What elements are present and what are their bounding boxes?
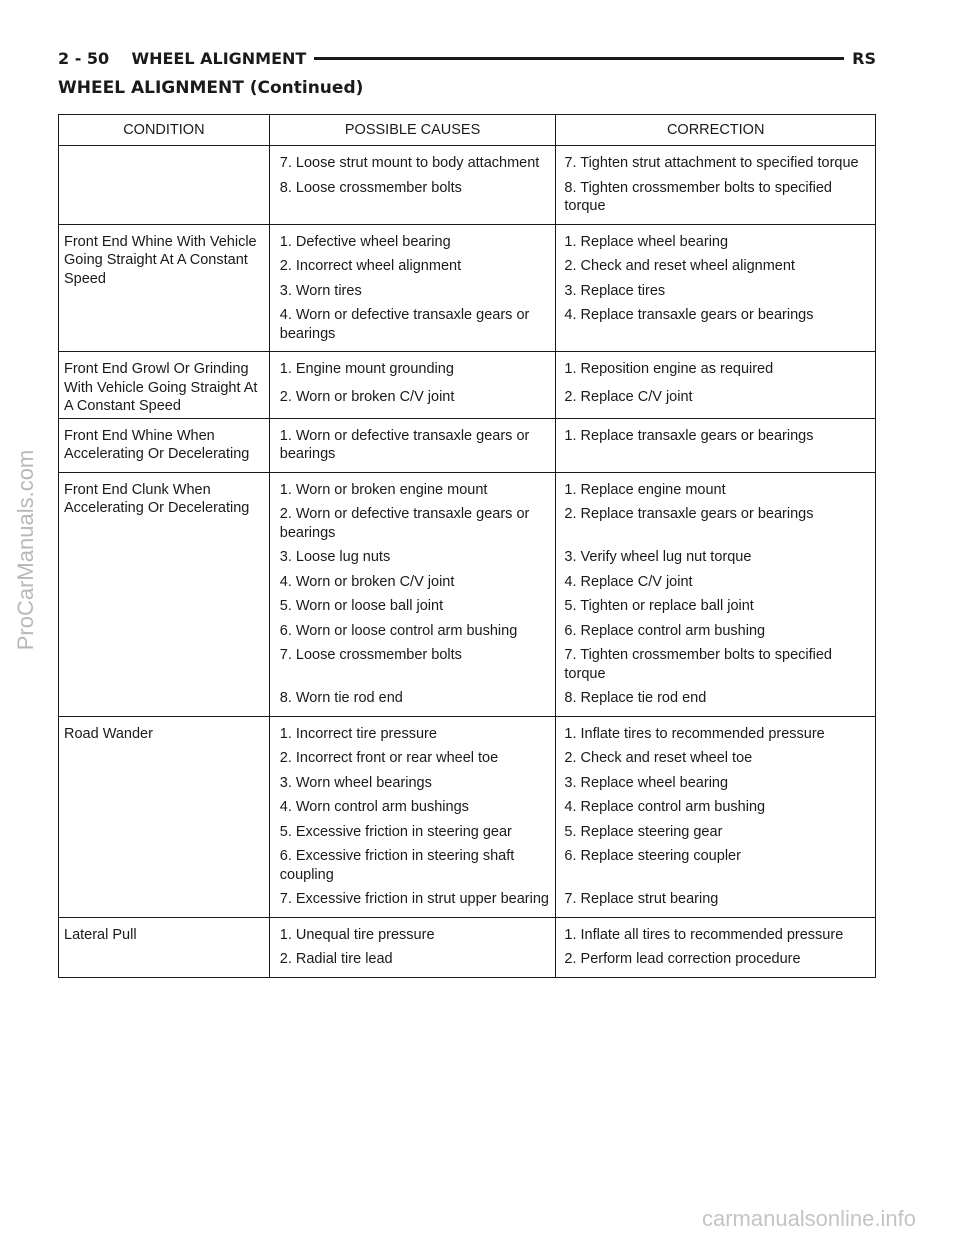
correction-cell: 5. Replace steering gear [564, 823, 723, 840]
possible-cause-cell: 3. Worn wheel bearings [269, 770, 556, 795]
possible-cause-cell: 7. Excessive friction in strut upper bearing [269, 886, 556, 917]
table-header-row [59, 115, 876, 146]
condition-cell: Front End Growl Or Grinding With Vehicle Going Straight At A Constant Speed [59, 352, 270, 419]
correction-cell: 2. Check and reset wheel alignment [564, 258, 795, 274]
table-row [59, 917, 876, 946]
correction-cell: 4. Replace control arm bushing [564, 799, 766, 815]
possible-cause-cell: 1. Engine mount grounding [269, 352, 556, 384]
correction-cell: 3. Replace wheel bearing [564, 774, 729, 791]
possible-cause-cell: 4. Worn or defective transaxle gears or bearings [269, 302, 556, 352]
possible-cause-cell: 8. Worn tie rod end [269, 685, 556, 716]
possible-cause-cell: 2. Incorrect front or rear wheel toe [269, 745, 556, 770]
correction-cell: 1. Replace engine mount [556, 472, 876, 501]
possible-cause-cell: 1. Incorrect tire pressure [269, 716, 556, 745]
possible-cause-cell: 1. Worn or broken engine mount [269, 472, 556, 501]
table-row [59, 224, 876, 253]
possible-cause-cell: 2. Worn or broken C/V joint [269, 384, 556, 418]
possible-cause-cell: 1. Worn or defective transaxle gears or bearings [269, 418, 556, 472]
column-header-condition: CONDITION [59, 115, 270, 146]
possible-cause-cell: 2. Radial tire lead [269, 946, 556, 977]
side-watermark-text: ProCarManuals.com [13, 449, 38, 651]
correction-cell: 6. Replace steering coupler [564, 848, 741, 864]
possible-cause-cell: 3. Worn tires [269, 278, 556, 303]
condition-cell: Front End Whine When Accelerating Or Decelerating [59, 418, 270, 472]
possible-cause-cell: 7. Loose crossmember bolts [269, 642, 556, 685]
possible-cause-cell: 6. Excessive friction in steering shaft coupling [269, 843, 556, 886]
header-rule [314, 57, 844, 60]
manual-code-label: RS [852, 48, 876, 68]
page-header [58, 46, 876, 70]
possible-cause-cell: 5. Worn or loose ball joint [269, 593, 556, 618]
correction-cell: 2. Check and reset wheel toe [564, 750, 753, 766]
possible-cause-cell: 8. Loose crossmember bolts [269, 175, 556, 225]
correction-cell: 8. Tighten crossmember bolts to specified torque [564, 179, 832, 214]
possible-cause-cell: 1. Unequal tire pressure [269, 917, 556, 946]
correction-cell: 4. Replace C/V joint [564, 573, 693, 590]
table-row [59, 146, 876, 175]
correction-cell: 7. Tighten crossmember bolts to specified torque [564, 647, 832, 682]
correction-cell: 2. Replace C/V joint [564, 388, 693, 405]
possible-cause-cell: 4. Worn control arm bushings [269, 794, 556, 819]
correction-cell: 1. Reposition engine as required [556, 352, 876, 384]
correction-cell: 1. Inflate tires to recommended pressure [556, 716, 876, 745]
table-body [59, 146, 876, 978]
side-watermark [6, 340, 46, 760]
page-subtitle: WHEEL ALIGNMENT (Continued) [58, 78, 364, 98]
possible-cause-cell: 5. Excessive friction in steering gear [269, 819, 556, 844]
condition-cell: Road Wander [59, 716, 270, 917]
table-row [59, 352, 876, 384]
possible-cause-cell: 1. Defective wheel bearing [269, 224, 556, 253]
correction-cell: 6. Replace control arm bushing [564, 622, 766, 639]
correction-cell: 5. Tighten or replace ball joint [564, 598, 754, 614]
column-header-causes: POSSIBLE CAUSES [269, 115, 556, 146]
bottom-watermark: carmanualsonline.info [701, 1206, 916, 1231]
possible-cause-cell: 2. Incorrect wheel alignment [269, 253, 556, 278]
table-row [59, 716, 876, 745]
correction-cell: 1. Replace wheel bearing [556, 224, 876, 253]
possible-cause-cell: 4. Worn or broken C/V joint [269, 569, 556, 594]
correction-cell: 3. Verify wheel lug nut torque [564, 549, 752, 565]
table-row [59, 418, 876, 472]
possible-cause-cell: 7. Loose strut mount to body attachment [269, 146, 556, 175]
correction-cell: 4. Replace transaxle gears or bearings [564, 307, 814, 323]
correction-cell: 2. Perform lead correction procedure [564, 951, 801, 967]
column-header-correction: CORRECTION [556, 115, 876, 146]
correction-cell: 7. Replace strut bearing [564, 891, 719, 907]
condition-cell: Front End Clunk When Accelerating Or Decelerating [59, 472, 270, 716]
condition-cell [59, 146, 270, 225]
condition-cell: Front End Whine With Vehicle Going Straight At A Constant Speed [59, 224, 270, 352]
table-row [59, 472, 876, 501]
possible-cause-cell: 2. Worn or defective transaxle gears or bearings [269, 501, 556, 544]
condition-cell: Lateral Pull [59, 917, 270, 977]
possible-cause-cell: 3. Loose lug nuts [269, 544, 556, 569]
correction-cell: 8. Replace tie rod end [564, 690, 707, 706]
correction-cell: 3. Replace tires [564, 282, 666, 299]
correction-cell: 2. Replace transaxle gears or bearings [564, 506, 814, 522]
page-section-label: 2 - 50 WHEEL ALIGNMENT [58, 48, 307, 68]
correction-cell: 1. Replace transaxle gears or bearings [556, 418, 876, 472]
possible-cause-cell: 6. Worn or loose control arm bushing [269, 618, 556, 643]
correction-cell: 7. Tighten strut attachment to specified torque [556, 146, 876, 175]
correction-cell: 1. Inflate all tires to recommended pressure [556, 917, 876, 946]
diagnosis-table [58, 114, 876, 978]
